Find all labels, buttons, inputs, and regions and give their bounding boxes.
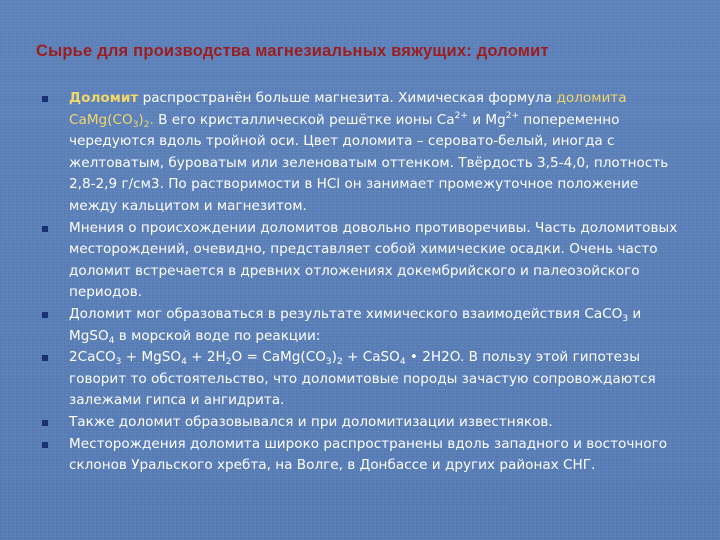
- text-run: Мнения о происхождении доломитов довольно противоречивы. Часть доломитовых месторождений, очевидно, представляет собой химические осадки. Очень часто доломит встречается в древних отложениях докембрийского и палеозойского периодов.: [69, 219, 678, 301]
- term-dolomite: Доломит: [69, 90, 139, 106]
- subscript: 4: [108, 335, 115, 346]
- text-run: O = CaMg(CO: [231, 349, 326, 366]
- text-run: + 2H: [186, 349, 226, 366]
- text-run: и Mg: [467, 111, 506, 128]
- bullet-item-dolomitization: [42, 412, 682, 434]
- text-run: Месторождения доломита широко распространены вдоль западного и восточного склонов Уральского хребта, на Волге, в Донбассе и других районах СНГ.: [69, 435, 668, 474]
- bullet-item-reaction: [42, 347, 682, 412]
- text-run: ): [331, 349, 337, 366]
- square-bullet-icon: [42, 312, 48, 318]
- text-run: Также доломит образовывался и при доломитизации известняков.: [69, 413, 553, 430]
- superscript: 2+: [505, 110, 519, 121]
- text-run: распространён больше магнезита. Химическая формула: [138, 90, 557, 106]
- square-bullet-icon: [42, 226, 48, 232]
- bullet-item-formation: [42, 304, 682, 347]
- text-run: попеременно чередуются вдоль тройной оси. Цвет доломита – серовато-белый, иногда с желтоватым, буроватым или зеленоватым оттенком. Твёрдость 3,5-4,0, плотность 2,8-2,9 г/см3. По растворимости в HCl он занимает промежуточное положение между кальцитом и магнезитом.: [69, 111, 669, 214]
- formula-run: ): [138, 111, 144, 128]
- subscript: 2: [143, 119, 150, 130]
- subscript: 2: [336, 357, 343, 368]
- bullet-item-origin: [42, 218, 682, 304]
- subscript: 4: [181, 357, 187, 368]
- square-bullet-icon: [42, 420, 48, 426]
- square-bullet-icon: [42, 442, 48, 448]
- text-run: Доломит мог образоваться в результате химического взаимодействия CaCO: [69, 305, 623, 322]
- text-run: + MgSO: [121, 349, 182, 366]
- text-run: + CaSO: [342, 349, 400, 366]
- bullet-item-deposits: [42, 434, 682, 477]
- bullet-list: [42, 88, 682, 477]
- subscript: 4: [399, 357, 406, 368]
- bullet-item-description: [42, 88, 682, 218]
- text-run: В его кристаллической решётке ионы Ca: [153, 111, 455, 128]
- text-run: • 2H2O. В пользу этой гипотезы говорит то обстоятельство, что доломитовые породы зачастую сопровождаются залежами гипса и ангидрита.: [69, 349, 656, 409]
- square-bullet-icon: [42, 355, 48, 361]
- subscript: 3: [622, 313, 629, 324]
- formula-run: CaMg(CO: [69, 111, 133, 128]
- slide-title: Сырье для производства магнезиальных вяжущих: доломит: [36, 42, 549, 60]
- highlight-dolomite: доломита: [556, 90, 627, 106]
- subscript: 3: [115, 357, 122, 368]
- subscript: 3: [325, 357, 332, 368]
- subscript: 2: [225, 357, 232, 368]
- square-bullet-icon: [42, 96, 48, 102]
- text-run: в морской воде по реакции:: [114, 327, 321, 344]
- superscript: 2+: [454, 110, 468, 121]
- text-run: 2CaCO: [69, 349, 116, 366]
- text-run: и MgSO: [69, 305, 642, 344]
- subscript: 3: [132, 119, 139, 130]
- formula-run: .: [149, 111, 154, 128]
